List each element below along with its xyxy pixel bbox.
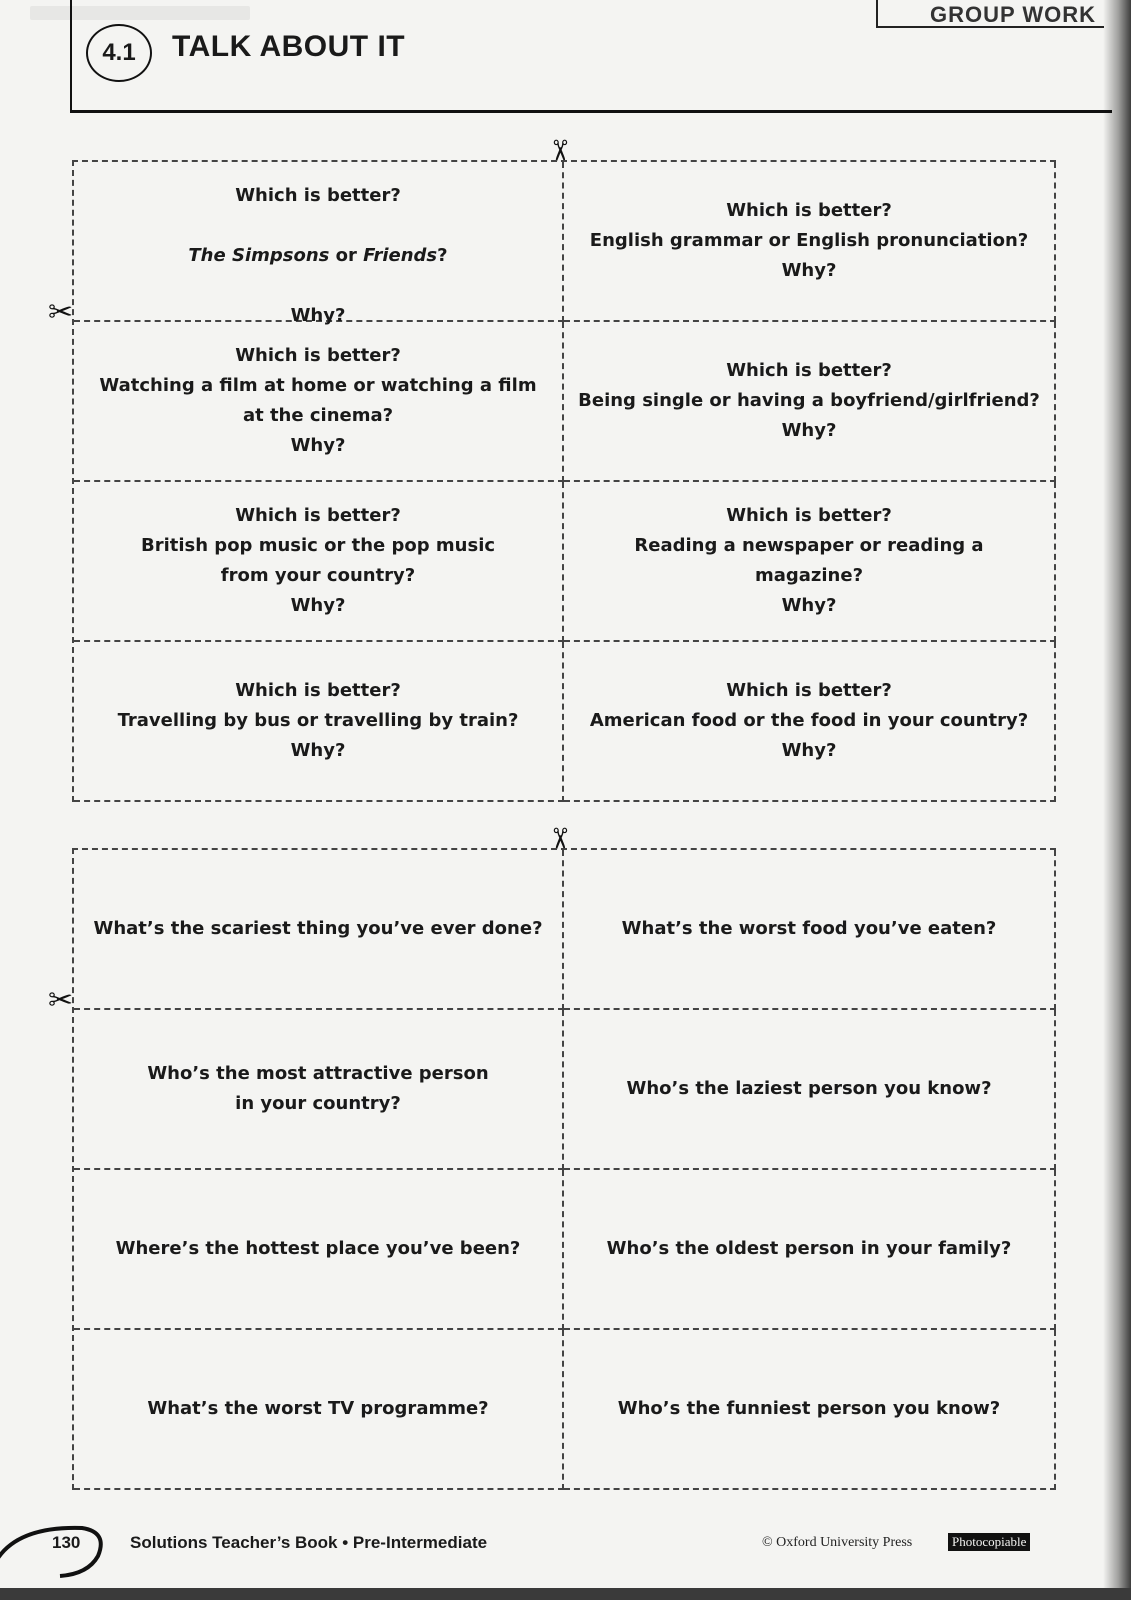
card-text: Which is better? Travelling by bus or travelling by train? Why? [117,680,519,761]
card [74,1170,564,1330]
card-text: What’s the worst TV programme? [147,1398,489,1419]
card-grid-which-is-better [72,160,1056,802]
card [564,642,1056,802]
card-text: Which is better? Watching a film at home or watching a film at the cinema? Why? [99,345,537,456]
group-work-tab [876,0,1104,28]
group-work-label: GROUP WORK [929,2,1096,27]
card [74,642,564,802]
card [74,322,564,482]
card [74,850,564,1010]
card-text: Who’s the funniest person you know? [617,1398,1001,1419]
page-number: 130 [52,1533,81,1552]
card [74,162,564,326]
card-text [188,151,447,331]
card [564,850,1056,1010]
show-title: The Simpsons [188,245,330,266]
card-options-line: The Simpsons or Friends? [188,245,448,266]
card-text: Which is better? English grammar or English pronunciation? Why? [589,200,1029,281]
copyright-notice: © Oxford University Press [762,1535,913,1550]
card-text: What’s the worst food you’ve eaten? [621,918,997,939]
card-text: Which is better? American food or the food in your country? Why? [589,680,1029,761]
card-text: Which is better? Being single or having a boyfriend/girlfriend? Why? [578,360,1040,441]
card-text: Who’s the laziest person you know? [626,1078,992,1099]
scissors-icon: ✂ [541,138,577,164]
card-text: Which is better? Reading a newspaper or reading a magazine? Why? [634,505,984,616]
card-text: Who’s the oldest person in your family? [606,1238,1012,1259]
card [564,1170,1056,1330]
card-question-line: Which is better? [235,185,401,206]
page-edge-shadow [1103,0,1131,1600]
photocopiable-badge: Photocopiable [948,1533,1030,1551]
card-text: Where’s the hottest place you’ve been? [115,1238,521,1259]
card [564,162,1056,322]
card [564,1330,1056,1490]
card [564,322,1056,482]
card-text: What’s the scariest thing you’ve ever done? [93,918,543,939]
scissors-icon: ✂ [541,826,577,852]
unit-number-badge: 4.1 [86,24,152,82]
scan-bottom-edge [0,1588,1131,1600]
scissors-icon: ✂ [48,295,74,330]
scissors-icon: ✂ [48,983,74,1018]
card [74,1010,564,1170]
page-title: TALK ABOUT IT [172,30,406,63]
card-why-line: Why? [290,305,346,326]
card [74,1330,564,1490]
card [74,482,564,642]
card [564,1010,1056,1170]
show-title: Friends [363,245,438,266]
book-title: Solutions Teacher’s Book • Pre-Intermediate [130,1533,488,1552]
card [564,482,1056,642]
card-grid-questions [72,848,1056,1490]
card-text: Who’s the most attractive person in your country? [147,1063,489,1114]
card-text: Which is better? British pop music or the pop music from your country? Why? [140,505,496,616]
